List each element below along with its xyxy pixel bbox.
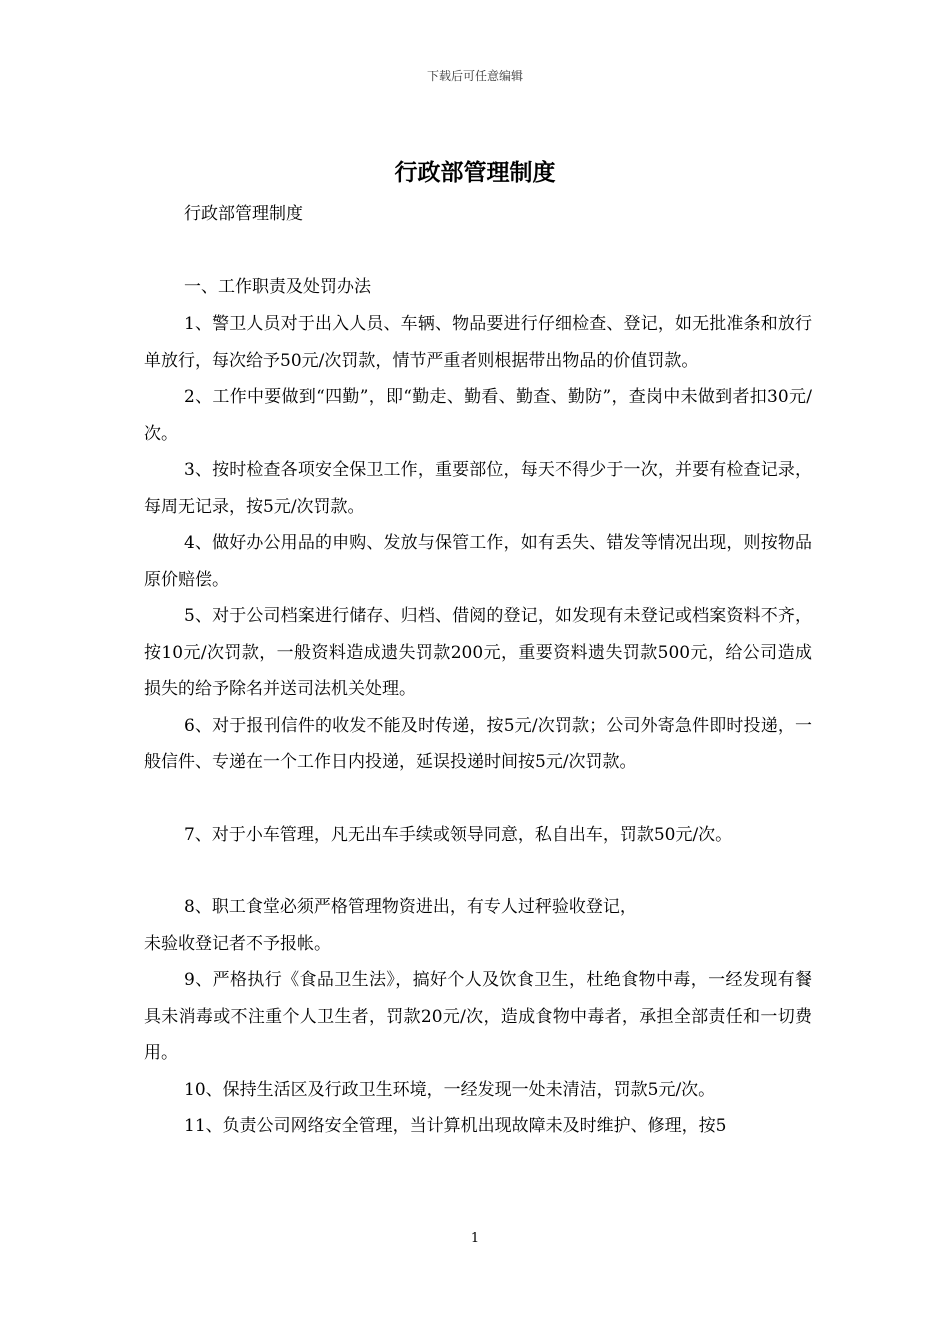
rule-item-11: 11、负责公司网络安全管理，当计算机出现故障未及时维护、修理，按5 (184, 1116, 727, 1136)
subtitle (144, 196, 812, 232)
rule-item-3: 3、按时检查各项安全保卫工作，重要部位，每天不得少于一次，并要有检查记录，每周无记录，按5元/次罚款。 (144, 460, 812, 517)
rule-item-10: 10、保持生活区及行政卫生环境，一经发现一处未清洁，罚款5元/次。 (184, 1079, 716, 1100)
rule-item-6: 6、对于报刊信件的收发不能及时传递，按5元/次罚款；公司外寄急件即时投递，一般信件、专递在一个工作日内投递，延误投递时间按5元/次罚款。 (144, 715, 812, 772)
subtitle-text: 行政部管理制度 (184, 204, 303, 224)
page-number: 1 (470, 1231, 480, 1246)
header-note: 下载后可任意编辑 (426, 69, 523, 83)
section-heading-text: 一、工作职责及处罚办法 (184, 277, 371, 297)
rule-item-9: 9、严格执行《食品卫生法》，搞好个人及饮食卫生，杜绝食物中毒，一经发现有餐具未消毒或不注重个人卫生者，罚款20元/次，造成食物中毒者，承担全部责任和一切费用。 (144, 970, 812, 1063)
rule-item-1: 1、警卫人员对于出入人员、车辆、物品要进行仔细检查、登记，如无批准条和放行单放行，每次给予50元/次罚款，情节严重者则根据带出物品的价值罚款。 (144, 314, 812, 371)
paragraph-gap (144, 853, 812, 889)
rule-item-2: 2、工作中要做到“四勤”，即“勤走、勤看、勤查、勤防”，查岗中未做到者扣30元/次。 (144, 387, 812, 444)
document-title: 行政部管理制度 (394, 160, 556, 186)
rule-item-8: 8、职工食堂必须严格管理物资进出，有专人过秤验收登记， (184, 897, 637, 917)
rule-item-5: 5、对于公司档案进行储存、归档、借阅的登记，如发现有未登记或档案资料不齐，按10元/次罚款，一般资料造成遗失罚款200元，重要资料遗失罚款500元，给公司造成损失的给予除名并送司法机关处理。 (144, 606, 812, 699)
section-heading (144, 269, 812, 305)
rule-item-8-continued: 未验收登记者不予报帐。 (144, 933, 331, 954)
rule-item-7: 7、对于小车管理，凡无出车手续或领导同意，私自出车，罚款50元/次。 (184, 824, 733, 845)
rules-list (144, 306, 812, 1145)
rule-item-4: 4、做好办公用品的申购、发放与保管工作，如有丢失、错发等情况出现，则按物品原价赔偿。 (144, 533, 812, 590)
paragraph-gap (144, 781, 812, 817)
